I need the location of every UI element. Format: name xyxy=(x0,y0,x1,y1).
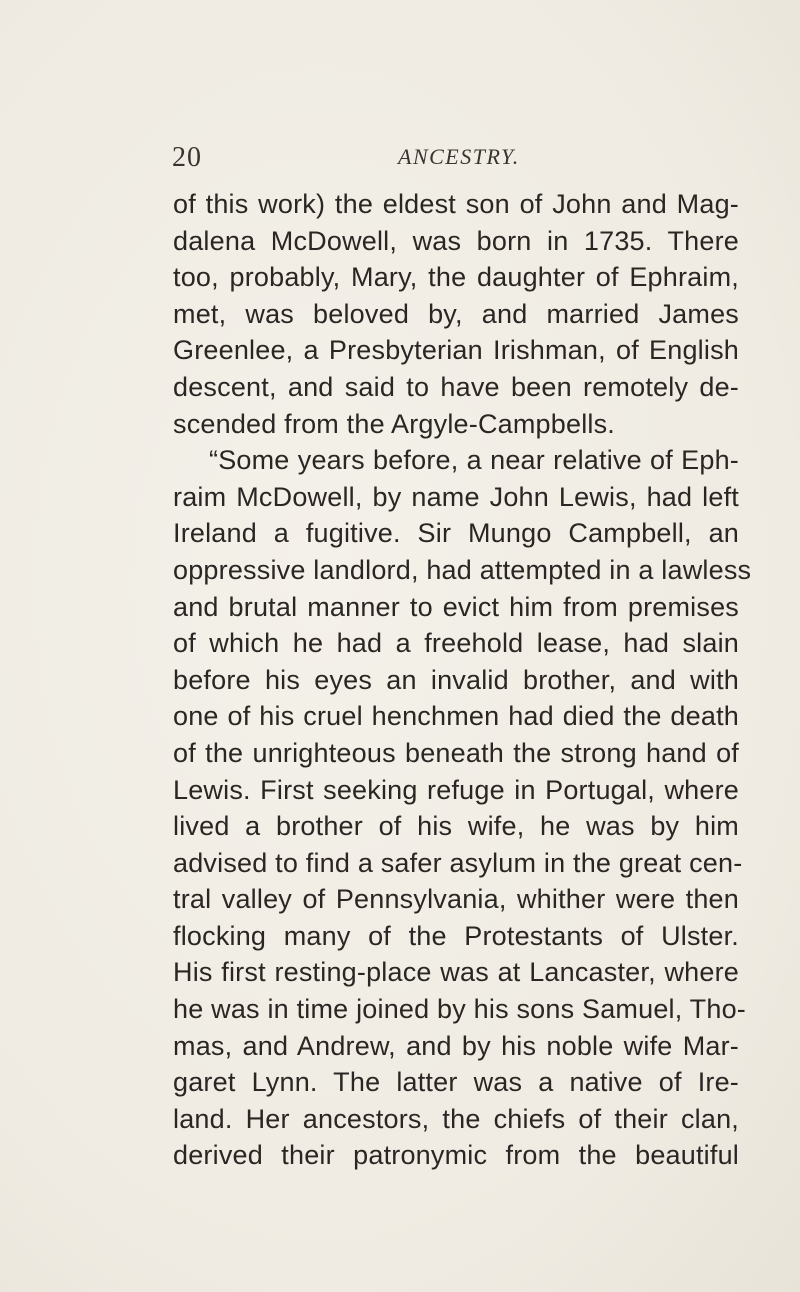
running-head: ANCESTRY. xyxy=(398,144,520,169)
text-line-22: His first resting-place was at Lancaster, where xyxy=(173,957,739,988)
text-line-14: before his eyes an invalid brother, and with xyxy=(173,664,739,695)
text-line-9: raim McDowell, by name John Lewis, had left xyxy=(173,481,739,512)
text-line-13: of which he had a freehold lease, had slain xyxy=(173,628,739,659)
text-line-17: Lewis. First seeking refuge in Portugal, where xyxy=(173,774,739,805)
text-line-2: dalena McDowell, was born in 1735. There xyxy=(173,225,739,256)
text-line-1: of this work) the eldest son of John and Mag- xyxy=(173,189,739,219)
text-line-11: oppressive landlord, had attempted in a lawless xyxy=(173,554,752,585)
text-line-3: too, probably, Mary, the daughter of Ephraim, xyxy=(173,262,739,293)
text-line-8: “Some years before, a near relative of Eph- xyxy=(209,445,739,476)
text-line-27: derived their patronymic from the beautiful xyxy=(173,1140,739,1171)
text-line-10: Ireland a fugitive. Sir Mungo Campbell, an xyxy=(173,518,739,549)
text-line-12: and brutal manner to evict him from premises xyxy=(173,591,739,622)
text-line-19: advised to find a safer asylum in the great cen- xyxy=(173,847,743,878)
body-text xyxy=(173,186,752,1174)
text-line-4: met, was beloved by, and married James xyxy=(173,298,739,329)
text-line-21: flocking many of the Protestants of Ulster. xyxy=(173,920,739,951)
text-line-24: mas, and Andrew, and by his noble wife Mar- xyxy=(173,1030,739,1061)
text-line-23: he was in time joined by his sons Samuel, Tho- xyxy=(173,994,746,1025)
text-line-25: garet Lynn. The latter was a native of Ire- xyxy=(173,1067,739,1098)
text-line-26: land. Her ancestors, the chiefs of their clan, xyxy=(173,1103,739,1134)
page-number: 20 xyxy=(172,142,202,173)
text-line-16: of the unrighteous beneath the strong hand of xyxy=(173,737,739,768)
text-line-15: one of his cruel henchmen had died the death xyxy=(173,701,739,732)
text-line-6: descent, and said to have been remotely de- xyxy=(173,371,739,402)
text-line-18: lived a brother of his wife, he was by him xyxy=(173,811,739,842)
text-line-7: scended from the Argyle-Campbells. xyxy=(173,408,616,439)
text-line-20: tral valley of Pennsylvania, whither were then xyxy=(173,884,739,915)
page-header xyxy=(172,142,732,182)
text-line-5: Greenlee, a Presbyterian Irishman, of English xyxy=(173,335,739,366)
